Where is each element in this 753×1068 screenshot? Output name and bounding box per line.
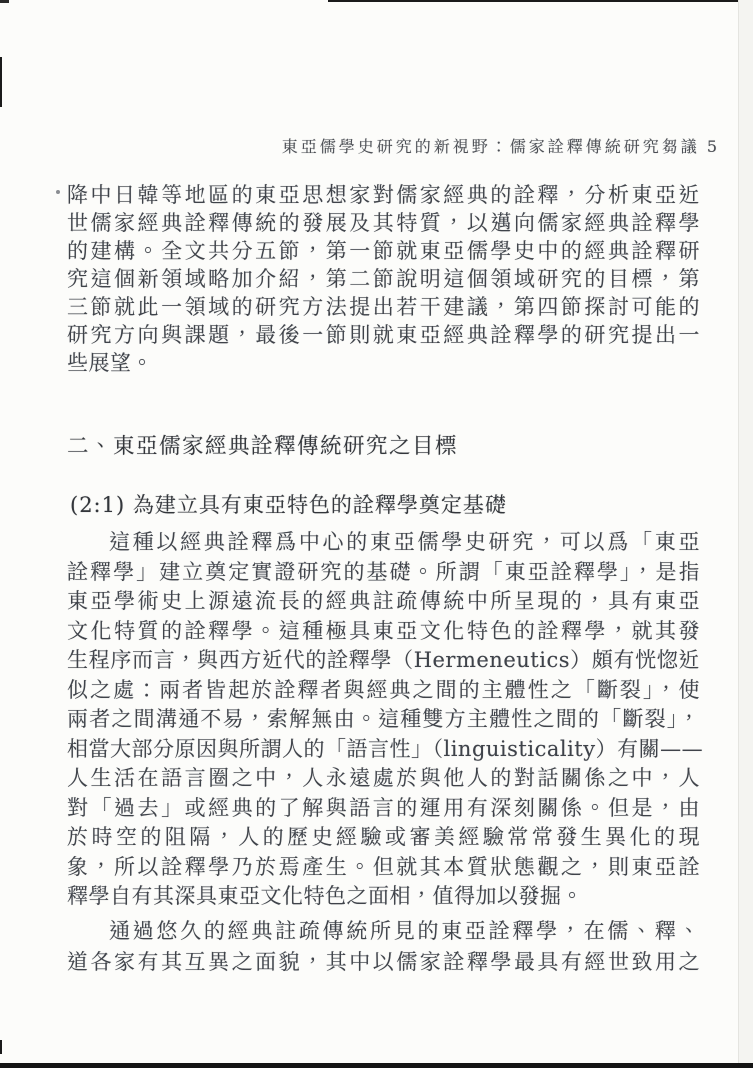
text-line: 這種以經典詮釋爲中心的東亞儒學史研究，可以爲「東亞 (109, 530, 700, 554)
text-line: 道各家有其互異之面貌，其中以儒家詮釋學最具有經世致用之 (67, 950, 700, 974)
paragraph-body (67, 528, 704, 912)
text-line: 研究方向與課題，最後一節則就東亞經典詮釋學的研究提出一 (67, 323, 700, 347)
text-line: 象，所以詮釋學乃於焉產生。但就其本質狀態觀之，則東亞詮 (67, 854, 700, 879)
text-line: 於時空的阻隔，人的歷史經驗或審美經驗常常發生異化的現 (67, 825, 700, 849)
section-heading: 二、東亞儒家經典詮釋傳統研究之目標 (67, 434, 459, 459)
text-line: 三節就此一領域的研究方法提出若干建議，第四節探討可能的 (67, 295, 700, 319)
text-line: 詮釋學」建立奠定實證研究的基礎。所謂「東亞詮釋學」，是指 (67, 559, 700, 584)
scan-edge-bottom (0, 1063, 753, 1068)
text-line: 似之處：兩者皆起於詮釋者與經典之間的主體性之「斷裂」，使 (67, 677, 700, 702)
scan-edge-right-strip (738, 0, 753, 1068)
scan-edge-top (328, 0, 753, 2)
text-line: 對「過去」或經典的了解與語言的運用有深刻關係。但是，由 (67, 795, 700, 820)
scan-speck (56, 190, 60, 194)
text-line: 生程序而言，與西方近代的詮釋學（Hermeneutics）頗有恍惚近 (67, 648, 700, 672)
scan-edge-top-left (0, 0, 9, 3)
text-line: 文化特質的詮釋學。這種極具東亞文化特色的詮釋學，就其發 (67, 618, 700, 643)
subsection-heading: (2:1) 為建立具有東亞特色的詮釋學奠定基礎 (70, 493, 507, 517)
running-header-title: 東亞儒學史研究的新視野：儒家詮釋傳統研究芻議 (281, 137, 700, 156)
running-header (0, 134, 717, 157)
text-line: 相當大部分原因與所謂人的「語言性」（linguisticality）有關—— (67, 736, 704, 761)
text-line: 降中日韓等地區的東亞思想家對儒家經典的詮釋，分析東亞近 (67, 183, 700, 207)
scan-edge-left-lower-mark (0, 1040, 2, 1054)
scan-edge-left-mark (0, 57, 2, 107)
text-line: 的建構。全文共分五節，第一節就東亞儒學史中的經典詮釋研 (67, 239, 700, 263)
text-line: 人生活在語言圈之中，人永遠處於與他人的對話關係之中，人 (67, 766, 700, 790)
paragraph-closing (67, 916, 700, 978)
page-number: 5 (706, 137, 717, 156)
text-line: 釋學自有其深具東亞文化特色之面相，值得加以發掘。 (67, 884, 583, 908)
text-line: 究這個新領域略加介紹，第二節說明這個領域研究的目標，第 (67, 267, 700, 291)
text-line: 通過悠久的經典註疏傳統所見的東亞詮釋學，在儒、釋、 (109, 919, 700, 943)
text-line: 東亞學術史上源遠流長的經典註疏傳統中所呈現的，具有東亞 (67, 589, 700, 613)
text-line: 些展望。 (67, 351, 153, 375)
text-line: 兩者之間溝通不易，索解無由。這種雙方主體性之間的「斷裂」， (67, 707, 700, 731)
paragraph-continuation (67, 181, 700, 377)
text-line: 世儒家經典詮釋傳統的發展及其特質，以邁向儒家經典詮釋學 (67, 211, 700, 235)
